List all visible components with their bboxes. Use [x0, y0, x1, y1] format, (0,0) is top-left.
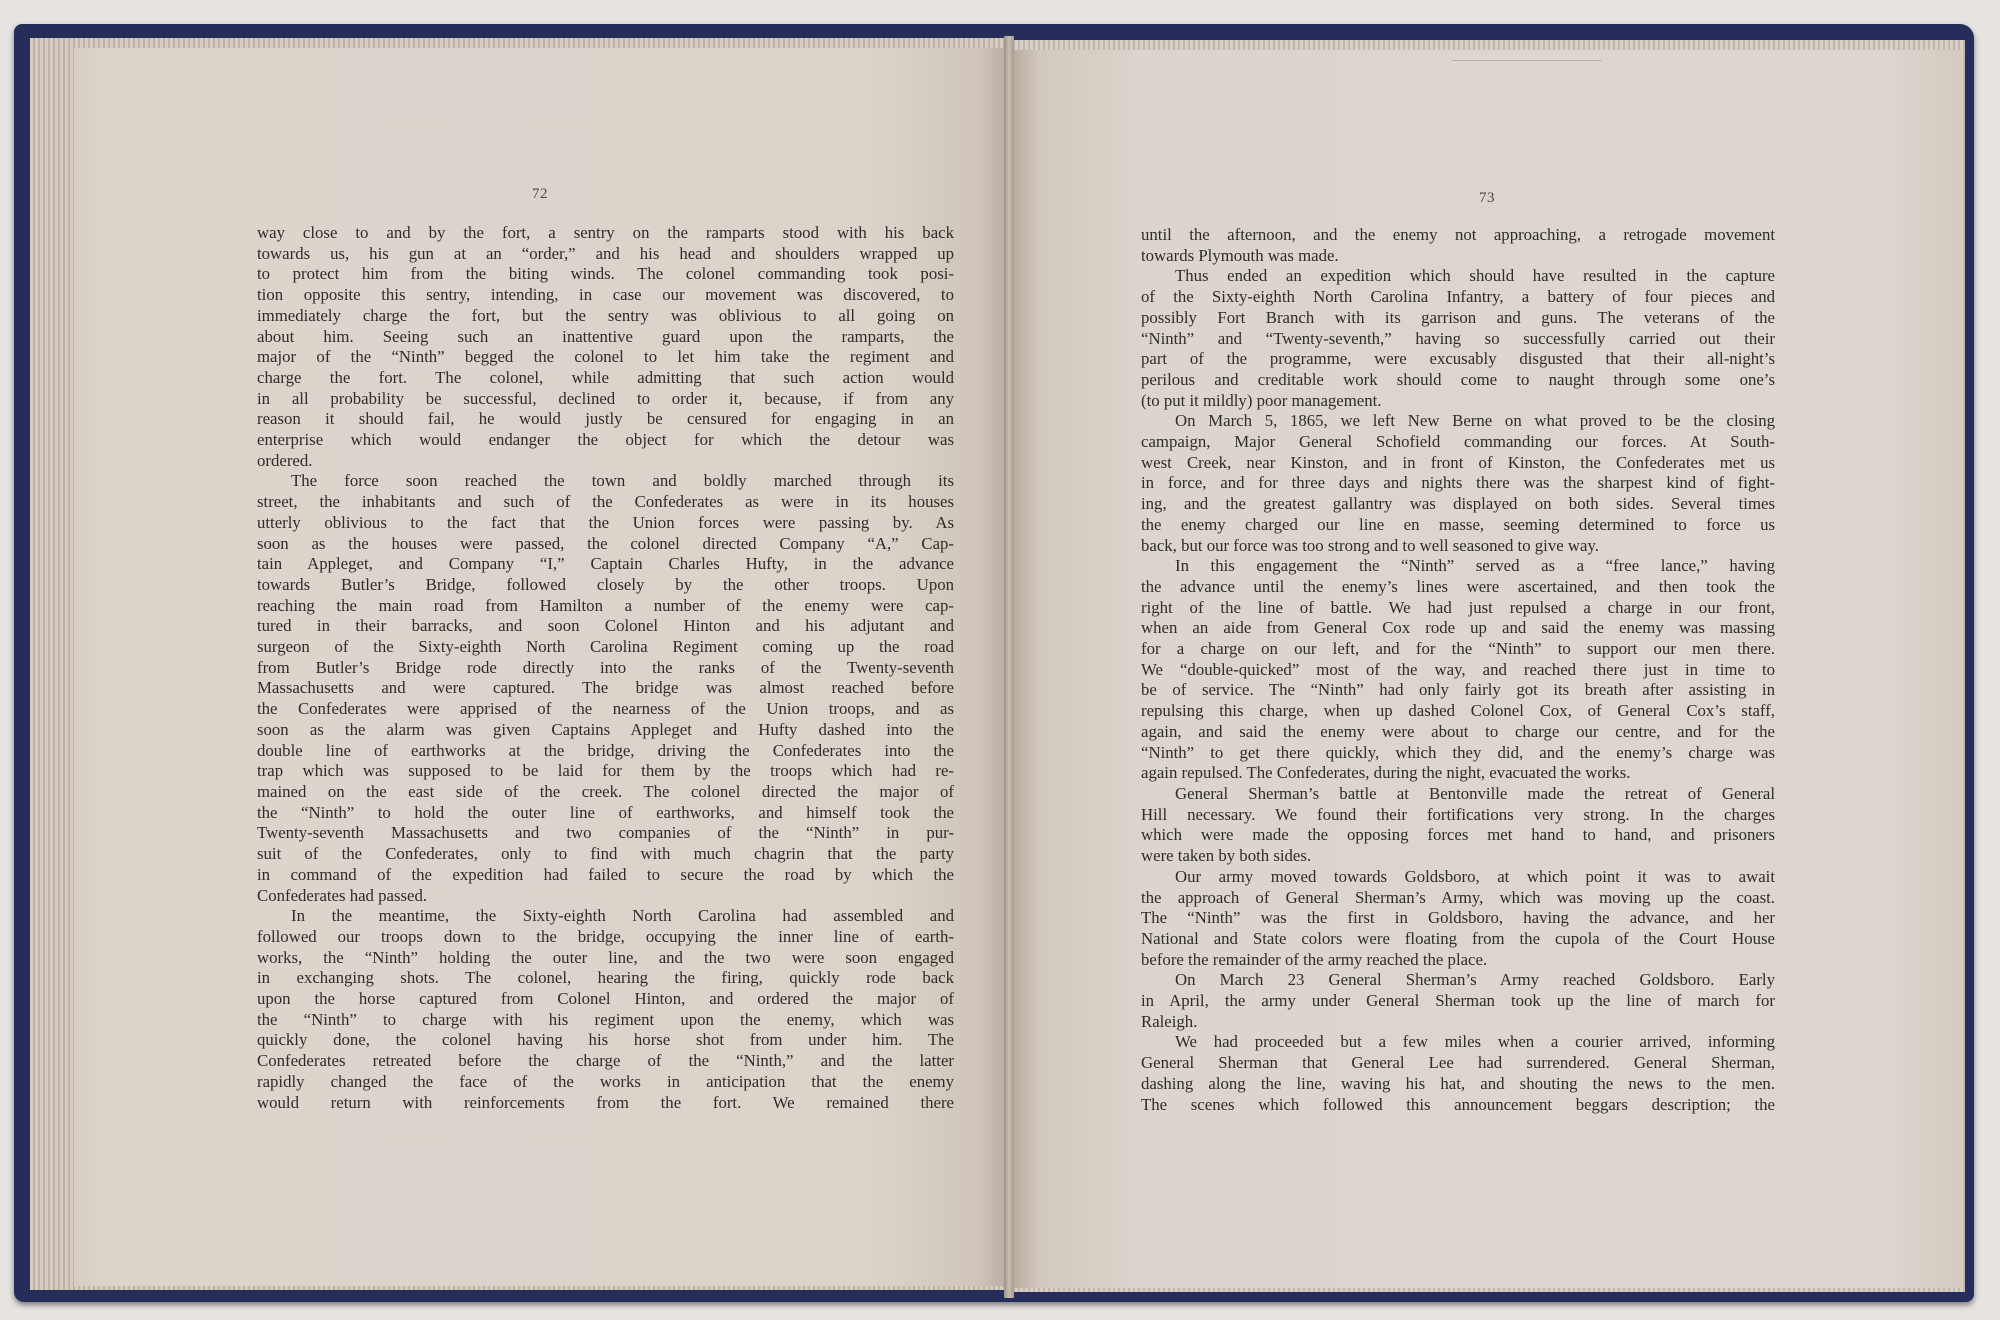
text-line: west Creek, near Kinston, and in front of Kinston, the Confederates met us [1141, 452, 1775, 472]
text-line: enterprise which would endanger the object for which the detour was [257, 430, 954, 450]
text-line: until the afternoon, and the enemy not approaching, a retrogade movement [1141, 225, 1775, 244]
text-line: possibly Fort Branch with its garrison and guns. The veterans of the [1141, 307, 1775, 327]
text-line: again, and said the enemy were about to charge our centre, and for the [1141, 721, 1775, 741]
book-gutter [1004, 36, 1014, 1298]
text-line: in April, the army under General Sherman took up the line of march for [1141, 991, 1775, 1011]
text-line: (to put it mildly) poor management. [1141, 390, 1382, 410]
text-line: Our army moved towards Goldsboro, at which point it was to await [1175, 866, 1775, 886]
text-line: mained on the east side of the creek. The colonel directed the major of [257, 781, 954, 801]
text-line: We “double-quicked” most of the way, and reached there just in time to [1141, 659, 1775, 679]
text-line: be of service. The “Ninth” had only fairly got its breath after assisting in [1141, 680, 1775, 700]
text-line: in exchanging shots. The colonel, hearing the firing, quickly rode back [257, 968, 954, 988]
text-line: again repulsed. The Confederates, during the night, evacuated the works. [1141, 763, 1631, 783]
text-line: The scenes which followed this announcement beggars description; the [1141, 1094, 1775, 1114]
text-line: towards us, his gun at an “order,” and his head and shoulders wrapped up [257, 243, 954, 263]
text-line: before the remainder of the army reached the place. [1141, 949, 1488, 969]
text-line: tion opposite this sentry, intending, in case our movement was discovered, to [257, 285, 954, 305]
text-line: General Sherman’s battle at Bentonville made the retreat of General [1175, 783, 1775, 803]
text-line: The “Ninth” was the first in Goldsboro, having the advance, and her [1141, 908, 1775, 928]
text-line: immediately charge the fort, but the sentry was oblivious to all going on [257, 305, 954, 325]
text-line: the “Ninth” to charge with his regiment upon the enemy, which was [257, 1009, 954, 1029]
text-line: the advance until the enemy’s lines were ascertained, and then took the [1141, 576, 1775, 596]
text-line: “Ninth” and “Twenty-seventh,” having so successfully carried out their [1141, 328, 1775, 348]
text-line: repulsing this charge, when up dashed Colonel Cox, of General Cox’s staff, [1141, 701, 1775, 721]
text-line: in all probability be successful, declined to order it, because, if from any [257, 388, 954, 408]
text-line: for a charge on our left, and for the “Ninth” to support our men there. [1141, 639, 1775, 659]
text-line: In the meantime, the Sixty-eighth North Carolina had assembled and [291, 906, 954, 926]
text-line: tured in their barracks, and soon Colonel Hinton and his adjutant and [257, 616, 954, 636]
right-page-text [1141, 225, 1775, 1115]
text-line: to protect him from the biting winds. The colonel commanding took posi- [257, 264, 954, 284]
left-page-text [257, 223, 954, 1113]
right-page [1012, 50, 1962, 1288]
text-line: part of the programme, were excusably disgusted that their all-night’s [1141, 349, 1775, 369]
text-line: We had proceeded but a few miles when a courier arrived, informing [1175, 1032, 1775, 1052]
text-line: tain Appleget, and Company “I,” Captain Charles Hufty, in the advance [257, 554, 954, 574]
text-line: were taken by both sides. [1141, 846, 1312, 866]
page-number-left: 72 [532, 186, 548, 202]
left-page [74, 48, 1006, 1286]
text-line: utterly oblivious to the fact that the Union forces were passing by. As [257, 512, 954, 532]
text-line: soon as the alarm was given Captains Appleget and Hufty dashed into the [257, 719, 954, 739]
text-line: General Sherman that General Lee had surrendered. General Sherman, [1141, 1053, 1775, 1073]
text-line: On March 23 General Sherman’s Army reached Goldsboro. Early [1175, 970, 1775, 990]
text-line: Confederates had passed. [257, 885, 428, 905]
text-line: double line of earthworks at the bridge, driving the Confederates into the [257, 740, 954, 760]
text-line: the Confederates were apprised of the nearness of the Union troops, and as [257, 699, 954, 719]
page-number-right: 73 [1479, 190, 1495, 206]
text-line: the approach of General Sherman’s Army, which was moving up the coast. [1141, 887, 1775, 907]
faint-stamp-mark [1452, 50, 1602, 61]
text-line: reason it should fail, he would justly be censured for engaging in an [257, 409, 954, 429]
text-line: Massachusetts and were captured. The bridge was almost reached before [257, 678, 954, 698]
text-line: dashing along the line, waving his hat, and shouting the news to the men. [1141, 1073, 1775, 1093]
text-line: back, but our force was too strong and to well seasoned to give way. [1141, 535, 1599, 555]
text-line: charge the fort. The colonel, while admitting that such action would [257, 367, 954, 387]
text-line: which were made the opposing forces met hand to hand, and prisoners [1141, 825, 1775, 845]
text-line: street, the inhabitants and such of the Confederates as were in its houses [257, 492, 954, 512]
text-line: upon the horse captured from Colonel Hinton, and ordered the major of [257, 989, 954, 1009]
text-line: Thus ended an expedition which should have resulted in the capture [1175, 266, 1775, 286]
text-line: In this engagement the “Ninth” served as a “free lance,” having [1175, 556, 1775, 576]
text-line: Twenty-seventh Massachusetts and two companies of the “Ninth” in pur- [257, 823, 954, 843]
text-line: way close to and by the fort, a sentry on the ramparts stood with his back [257, 223, 954, 242]
text-line: right of the line of battle. We had just repulsed a charge in our front, [1141, 597, 1775, 617]
text-line: trap which was supposed to be laid for them by the troops which had re- [257, 761, 954, 781]
text-line: the “Ninth” to hold the outer line of earthworks, and himself took the [257, 802, 954, 822]
text-line: ing, and the greatest gallantry was displayed on both sides. Several times [1141, 494, 1775, 514]
text-line: The force soon reached the town and boldly marched through its [291, 471, 954, 491]
text-line: reaching the main road from Hamilton a number of the enemy were cap- [257, 595, 954, 615]
text-line: Raleigh. [1141, 1011, 1198, 1031]
text-line: Hill necessary. We found their fortifications very strong. In the charges [1141, 804, 1775, 824]
text-line: would return with reinforcements from the fort. We remained there [257, 1092, 954, 1112]
text-line: works, the “Ninth” holding the outer line, and the two were soon engaged [257, 947, 954, 967]
text-line: campaign, Major General Schofield commanding our forces. At South- [1141, 432, 1775, 452]
text-line: National and State colors were floating from the cupola of the Court House [1141, 928, 1775, 948]
text-line: Confederates retreated before the charge of the “Ninth,” and the latter [257, 1051, 954, 1071]
text-line: suit of the Confederates, only to find with much chagrin that the party [257, 844, 954, 864]
text-line: of the Sixty-eighth North Carolina Infantry, a battery of four pieces and [1141, 287, 1775, 307]
text-line: the enemy charged our line en masse, seeming determined to force us [1141, 514, 1775, 534]
text-line: On March 5, 1865, we left New Berne on what proved to be the closing [1175, 411, 1775, 431]
text-line: followed our troops down to the bridge, occupying the inner line of earth- [257, 926, 954, 946]
text-line: ordered. [257, 450, 313, 470]
text-line: “Ninth” to get there quickly, which they did, and the enemy’s charge was [1141, 742, 1775, 762]
text-line: towards Butler’s Bridge, followed closely by the other troops. Upon [257, 574, 954, 594]
text-line: perilous and creditable work should come to naught through some one’s [1141, 369, 1775, 389]
text-line: from Butler’s Bridge rode directly into the ranks of the Twenty-seventh [257, 657, 954, 677]
text-line: quickly done, the colonel having his horse shot from under him. The [257, 1030, 954, 1050]
text-line: about him. Seeing such an inattentive guard upon the ramparts, the [257, 326, 954, 346]
text-line: rapidly changed the face of the works in anticipation that the enemy [257, 1071, 954, 1091]
text-line: soon as the houses were passed, the colonel directed Company “A,” Cap- [257, 533, 954, 553]
text-line: when an aide from General Cox rode up and said the enemy was massing [1141, 618, 1775, 638]
text-line: in force, and for three days and nights there was the sharpest kind of fight- [1141, 473, 1775, 493]
text-line: in command of the expedition had failed to secure the road by which the [257, 864, 954, 884]
text-line: surgeon of the Sixty-eighth North Carolina Regiment coming up the road [257, 637, 954, 657]
text-line: towards Plymouth was made. [1141, 245, 1339, 265]
text-line: major of the “Ninth” begged the colonel to let him take the regiment and [257, 347, 954, 367]
